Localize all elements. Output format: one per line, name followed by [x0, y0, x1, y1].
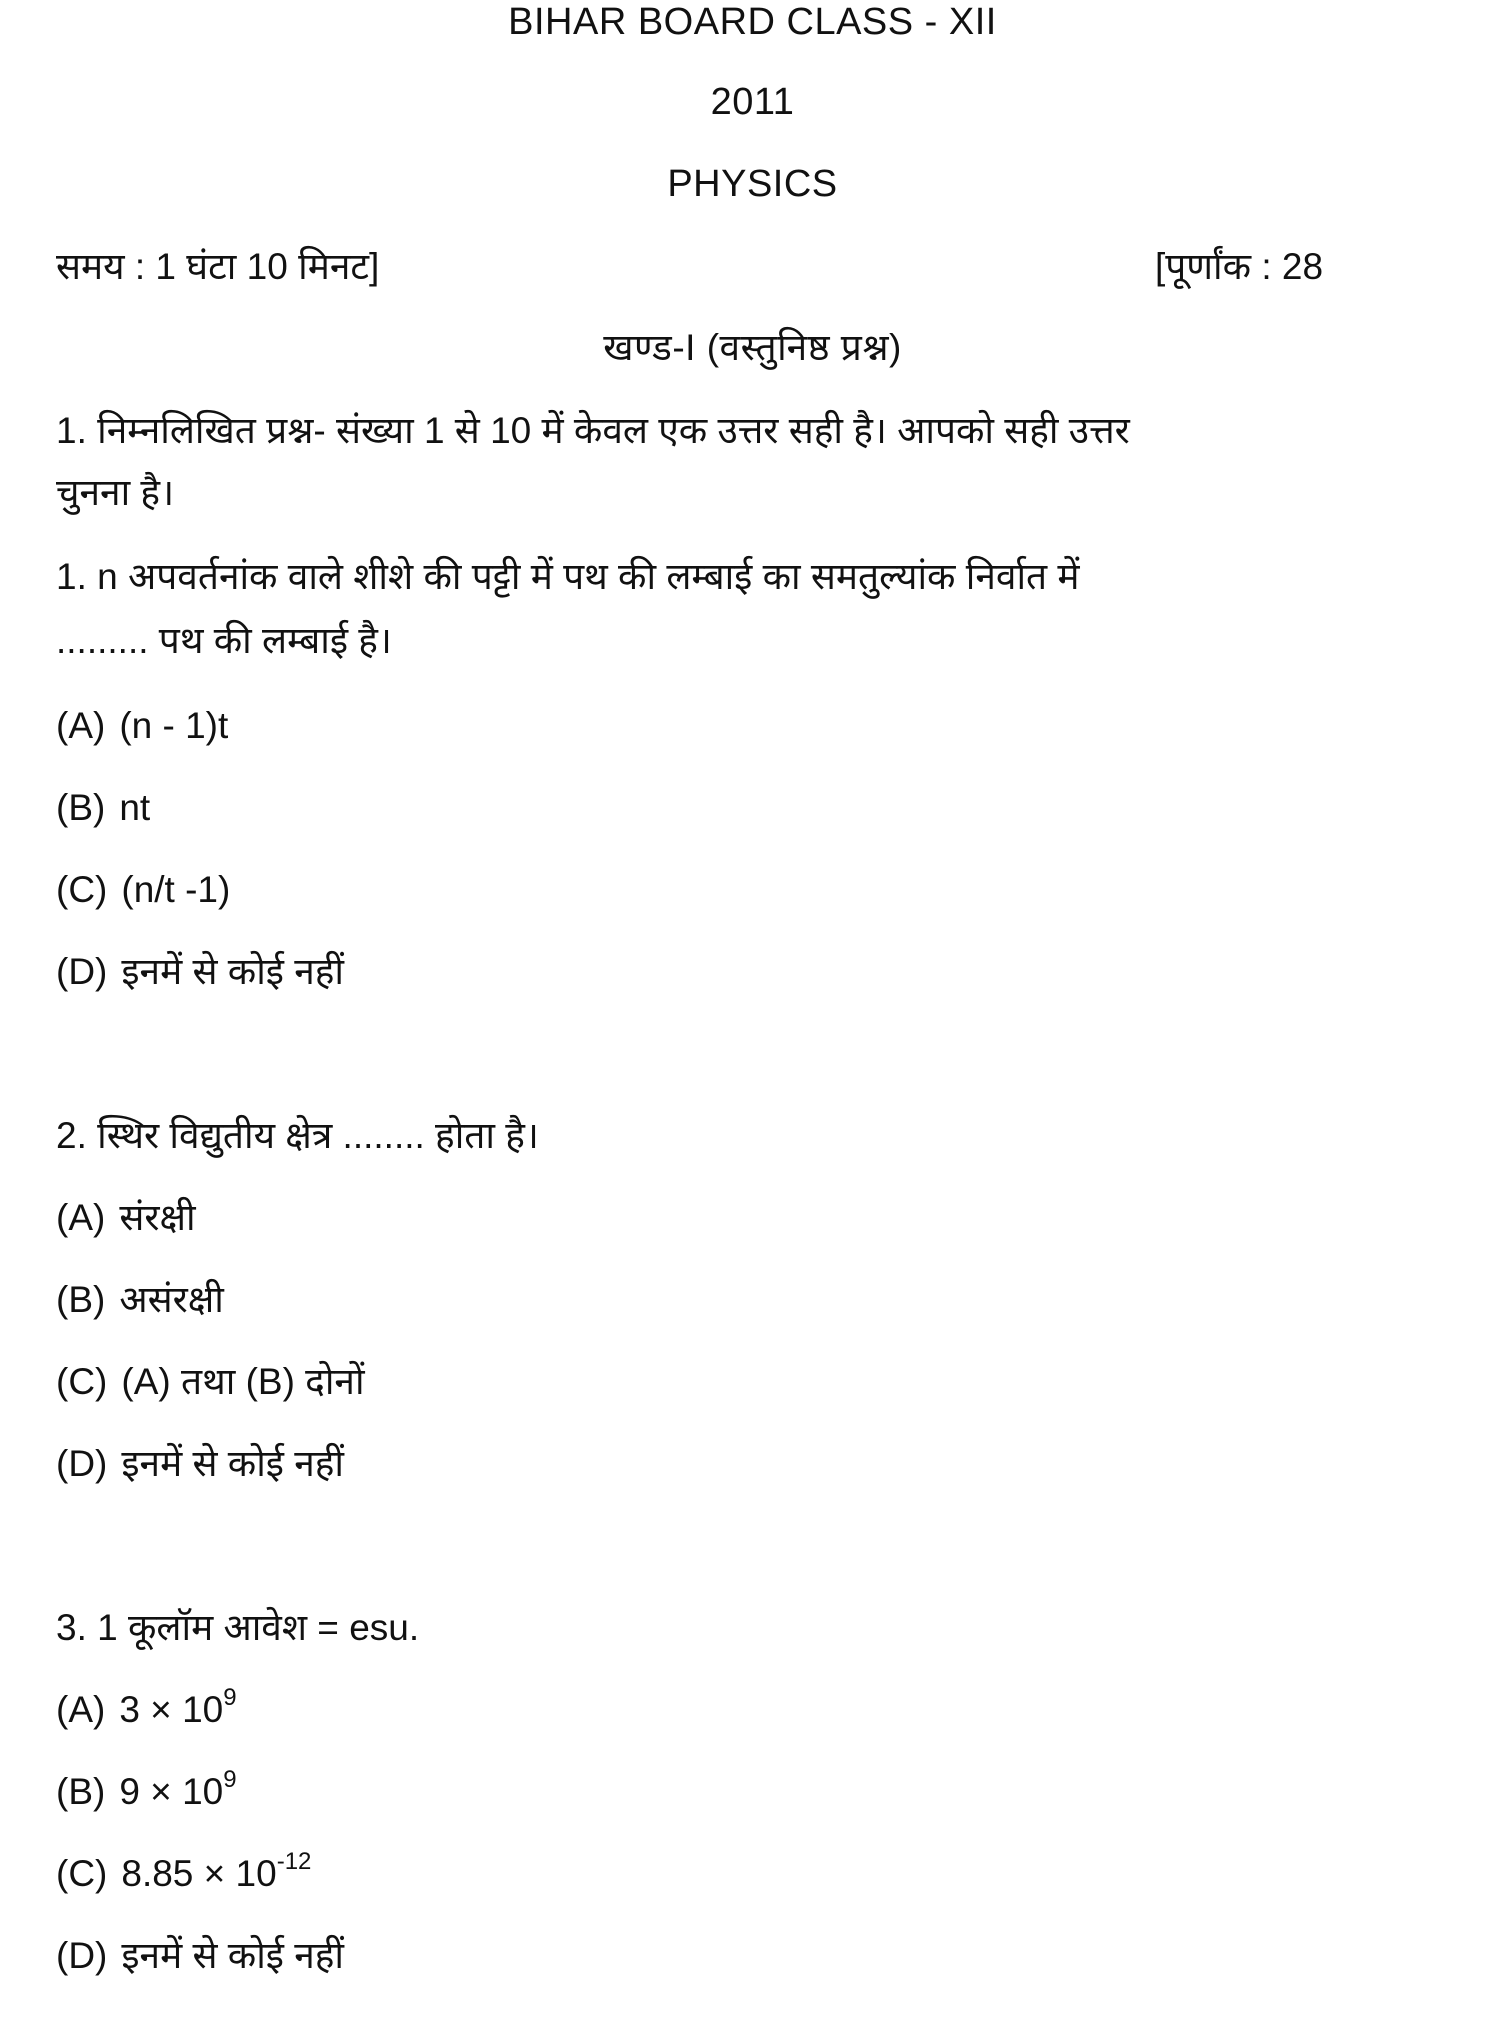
option-text: इनमें से कोई नहीं [121, 1443, 344, 1484]
option-label: (D) [56, 1443, 108, 1484]
subject-title: PHYSICS [667, 163, 838, 205]
q1-option-a [56, 703, 228, 749]
option-text: इनमें से कोई नहीं [121, 1935, 344, 1976]
q3-option-a [56, 1683, 237, 1733]
instruction-line-1: 1. निम्नलिखित प्रश्न- संख्या 1 से 10 में केवल एक उत्तर सही है। आपको सही उत्तर [56, 410, 1130, 451]
full-marks: [पूर्णांक : 28 [1155, 246, 1324, 287]
option-text: (A) तथा (B) दोनों [121, 1361, 365, 1402]
option-label: (A) [56, 705, 106, 746]
option-exponent: -12 [276, 1847, 312, 1875]
option-label: (B) [56, 1771, 106, 1812]
question-2-text: 2. स्थिर विद्युतीय क्षेत्र ........ होता है। [56, 1115, 539, 1156]
exam-year: 2011 [710, 81, 795, 123]
option-label: (B) [56, 1279, 106, 1320]
option-text: nt [119, 787, 151, 828]
section-title: खण्ड-I (वस्तुनिष्ठ प्रश्न) [603, 327, 902, 368]
option-label: (B) [56, 787, 106, 828]
q3-option-d [56, 1933, 344, 1979]
option-label: (C) [56, 869, 108, 910]
option-label: (C) [56, 1361, 108, 1402]
q1-option-d [56, 949, 344, 995]
option-base: 8.85 × 10 [121, 1853, 277, 1894]
instruction-line-2: चुनना है। [56, 472, 175, 513]
option-label: (C) [56, 1853, 108, 1894]
q2-option-c [56, 1359, 365, 1405]
time-allowed: समय : 1 घंटा 10 मिनट] [56, 246, 380, 287]
q3-option-b [56, 1765, 237, 1815]
option-label: (A) [56, 1689, 106, 1730]
option-text: असंरक्षी [119, 1279, 224, 1320]
question-1-text-line-1: 1. n अपवर्तनांक वाले शीशे की पट्टी में पथ की लम्बाई का समतुल्यांक निर्वात में [56, 556, 1080, 597]
option-text: (n/t -1) [121, 869, 231, 910]
option-base: 9 × 10 [119, 1771, 224, 1812]
option-label: (A) [56, 1197, 106, 1238]
option-exponent: 9 [223, 1765, 237, 1793]
option-base: 3 × 10 [119, 1689, 224, 1730]
option-text: इनमें से कोई नहीं [121, 951, 344, 992]
q2-option-a [56, 1195, 196, 1241]
option-label: (D) [56, 1935, 108, 1976]
question-3-text: 3. 1 कूलॉम आवेश = esu. [56, 1607, 420, 1648]
q3-option-c [56, 1847, 312, 1897]
option-text: संरक्षी [119, 1197, 196, 1238]
q1-option-b [56, 785, 150, 831]
option-exponent: 9 [223, 1683, 237, 1711]
q1-option-c [56, 867, 230, 913]
option-label: (D) [56, 951, 108, 992]
q2-option-b [56, 1277, 224, 1323]
question-1-text-line-2: ......... पथ की लम्बाई है। [56, 620, 392, 661]
option-text: (n - 1)t [119, 705, 229, 746]
board-title: BIHAR BOARD CLASS - XII [508, 1, 997, 43]
q2-option-d [56, 1441, 344, 1487]
